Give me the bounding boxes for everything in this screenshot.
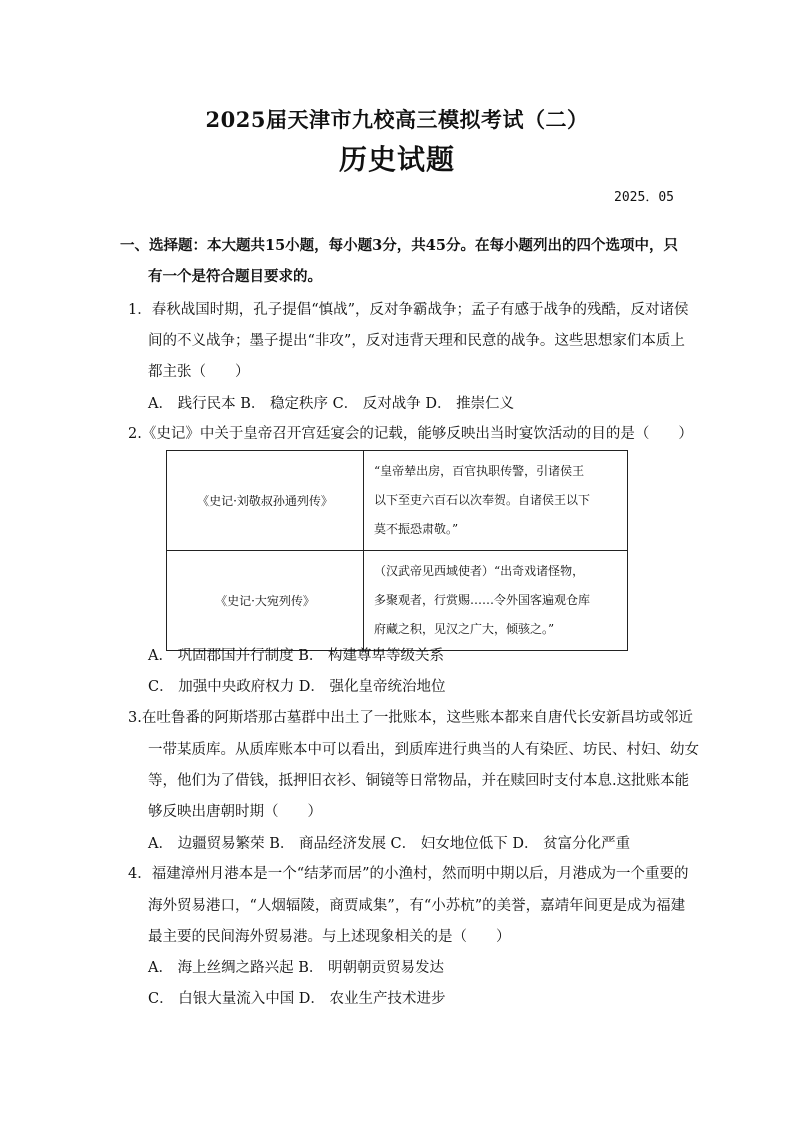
q4-stem-line3: 最主要的民间海外贸易港。与上述现象相关的是（ ） bbox=[148, 929, 511, 945]
q4-stem-line2: 海外贸易港口，“人烟辐陵，商贾咸集”，有“小苏杭”的美誉，嘉靖年间更是成为福建 bbox=[148, 898, 686, 914]
quote-line: 多聚观者，行赏赐……令外国客遍观仓库 bbox=[374, 593, 591, 607]
q2-stem: 2.《史记》中关于皇帝召开宫廷宴会的记载，能够反映出当时宴饮活动的目的是（ ） bbox=[128, 426, 693, 442]
subject-title: 历史试题 bbox=[338, 143, 455, 176]
table-row bbox=[167, 451, 628, 551]
q2-options-line1: A． 巩固郡国并行制度 B． 构建尊卑等级关系 bbox=[148, 648, 444, 664]
q4-options-line1: A． 海上丝绸之路兴起 B． 明朝朝贡贸易发达 bbox=[148, 960, 444, 976]
table-source-cell: 《史记·大宛列传》 bbox=[167, 551, 364, 651]
q1-stem-line3: 都主张（ ） bbox=[148, 364, 250, 380]
section-heading-line1: 一、选择题：本大题共15小题，每小题3分，共45分。在每小题列出的四个选项中，只 bbox=[120, 237, 678, 254]
q1-stem-line2: 间的不义战争；墨子提出“非攻”，反对违背天理和民意的战争。这些思想家们本质上 bbox=[148, 333, 685, 349]
q4-options-line2: C． 白银大量流入中国 D． 农业生产技术进步 bbox=[148, 991, 446, 1007]
quote-line: （汉武帝见西域使者）“出奇戏诸怪物， bbox=[374, 564, 585, 578]
quote-line: 以下至吏六百石以次奉贺。自诸侯王以下 bbox=[374, 493, 591, 507]
section-heading-line2: 有一个是符合题目要求的。 bbox=[148, 268, 322, 285]
quote-line: 府藏之积，见汉之广大，倾骇之。” bbox=[374, 622, 555, 636]
table-row bbox=[167, 551, 628, 651]
q3-stem-line2: 一带某质库。从质库账本中可以看出，到质库进行典当的人有染匠、坊民、村妇、幼女 bbox=[148, 742, 699, 758]
quote-line: 莫不振恐肃敬。” bbox=[374, 522, 459, 536]
table-source-cell: 《史记·刘敬叔孙通列传》 bbox=[167, 451, 364, 551]
q3-stem-line3: 等，他们为了借钱，抵押旧衣衫、铜镜等日常物品，并在赎回时支付本息.这批账本能 bbox=[148, 773, 690, 789]
q2-source-table bbox=[166, 450, 628, 651]
q3-stem-line4: 够反映出唐朝时期（ ） bbox=[148, 804, 322, 820]
q1-stem-line1: 1．春秋战国时期，孔子提倡“慎战”，反对争霸战争；孟子有感于战争的残酷，反对诸侯 bbox=[128, 302, 689, 318]
quote-line: “皇帝辇出房，百官执职传警，引诸侯王 bbox=[374, 464, 585, 478]
table-quote-cell bbox=[364, 551, 628, 651]
q3-stem-line1: 3.在吐鲁番的阿斯塔那古墓群中出土了一批账本，这些账本都来自唐代长安新昌坊或邻近 bbox=[128, 710, 693, 726]
q4-stem-line1: 4．福建漳州月港本是一个“结茅而居”的小渔村，然而明中期以后，月港成为一个重要的 bbox=[128, 866, 689, 882]
q2-options-line2: C． 加强中央政府权力 D． 强化皇帝统治地位 bbox=[148, 679, 446, 695]
table-quote-cell bbox=[364, 451, 628, 551]
exam-date: 2025．05 bbox=[614, 190, 674, 205]
exam-title: 2025届天津市九校高三模拟考试（二） bbox=[205, 107, 589, 132]
q1-options: A． 践行民本 B． 稳定秩序 C． 反对战争 D． 推崇仁义 bbox=[148, 396, 515, 412]
q3-options: A． 边疆贸易繁荣 B． 商品经济发展 C． 妇女地位低下 D． 贫富分化严重 bbox=[148, 836, 631, 852]
